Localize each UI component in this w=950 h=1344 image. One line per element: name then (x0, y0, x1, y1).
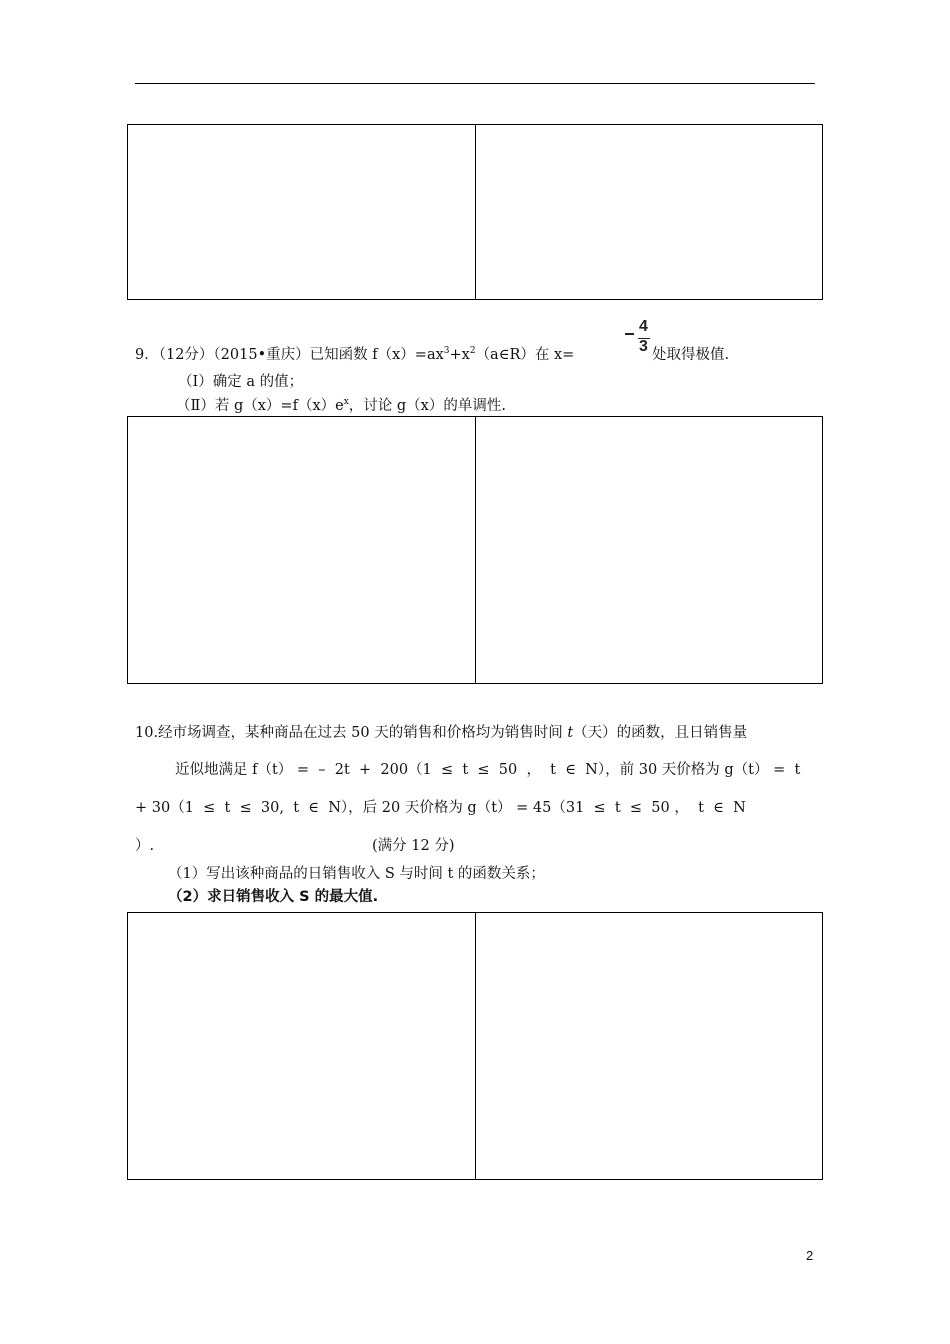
fraction-denominator: 3 (639, 338, 648, 355)
q9-number: 9． (135, 347, 159, 363)
q10-line4: ）. (135, 838, 155, 854)
fraction-numerator: 4 (639, 318, 648, 335)
q9-statement-end: 处取得极值. (652, 347, 730, 363)
answer-box-2 (127, 416, 823, 684)
q10-score: (满分 12 分) (372, 838, 455, 854)
q9-statement: 9．（12分）（2015•重庆）已知函数 $f(x)=ax^3+x^2(a\in R)$在 x= (135, 346, 575, 363)
q10-line3: + 30（1 ≤ t ≤ 30, t ∈ N），后 20 天价格为 g（t） = 45（31 ≤ t ≤ 50 ， t ∈ N (135, 800, 746, 816)
q10-line1: 10.经市场调查，某种商品在过去 50 天的销售和价格均为销售时间 t（天）的函数，且日销售量 (135, 725, 748, 741)
q9-part1: （Ⅰ）确定 a 的值； (178, 374, 304, 390)
answer-box-divider (475, 417, 476, 683)
page-number: 2 (806, 1248, 814, 1263)
header-rule (135, 83, 815, 84)
fraction-minus-four-thirds (625, 320, 655, 360)
answer-box-1 (127, 124, 823, 300)
minus-sign (625, 333, 634, 335)
q9-part2: （Ⅱ）若 $g(x)=f(x)e^x$，讨论 g（x）的单调性. (176, 397, 506, 414)
answer-box-divider (475, 125, 476, 299)
answer-box-divider (475, 913, 476, 1179)
q10-part2: （2）求日销售收入 S 的最大值. (168, 889, 379, 905)
q10-part1: （1）写出该种商品的日销售收入 S 与时间 t 的函数关系； (168, 866, 545, 882)
answer-box-3 (127, 912, 823, 1180)
q10-line2: 近似地满足 f（t） = – 2t + 200（1 ≤ t ≤ 50 ， t ∈ N），前 30 天价格为 g（t） = t (175, 762, 801, 778)
